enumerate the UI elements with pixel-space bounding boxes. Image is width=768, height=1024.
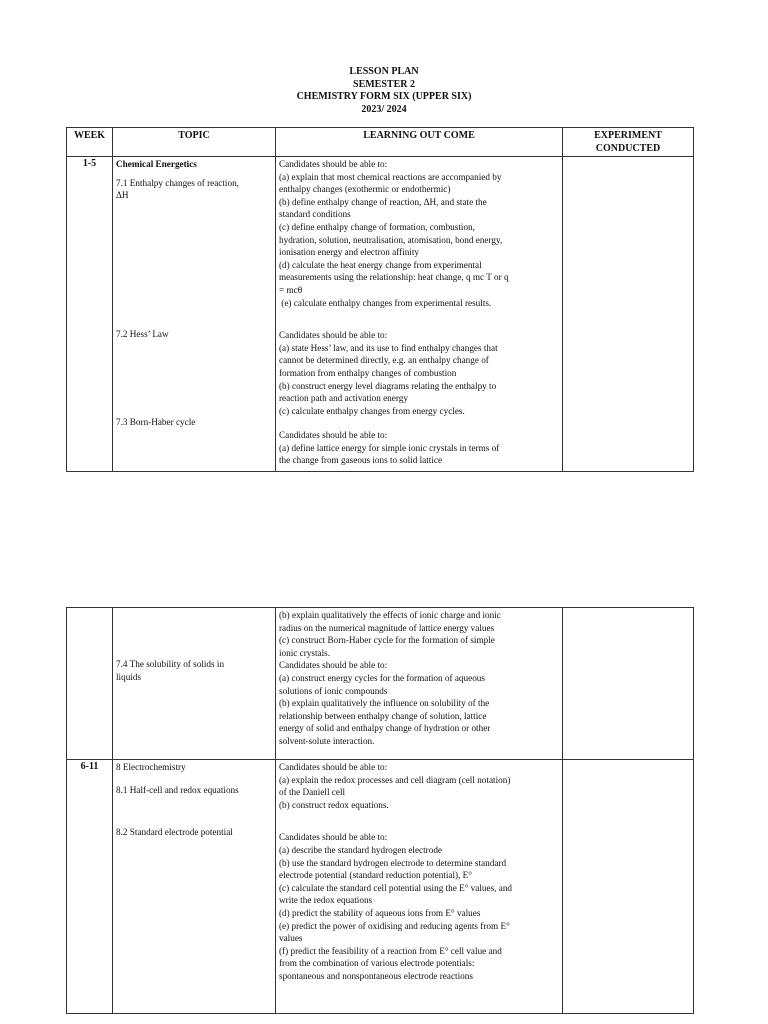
experiment-cell xyxy=(563,760,694,1014)
topic-7-3: 7.3 Born-Haber cycle xyxy=(116,417,196,428)
outcome-line: (b) explain qualitatively the influence on solubility of the xyxy=(279,698,490,709)
outcome-line: (b) construct energy level diagrams relating the enthalpy to xyxy=(279,380,497,391)
outcome-line: standard conditions xyxy=(279,209,351,220)
outcome-line: electrode potential (standard reduction potential), E° xyxy=(279,870,472,881)
outcome-line: (c) calculate enthalpy changes from energy cycles. xyxy=(279,405,465,416)
topic-7-2: 7.2 Hess’ Law xyxy=(116,328,169,339)
outcome-line: measurements using the relationship: heat change, q mc T or q xyxy=(279,272,509,283)
outcome-line: (e) calculate enthalpy changes from experimental results. xyxy=(279,297,492,308)
outcome-line: solvent-solute interaction. xyxy=(279,735,375,746)
header-subject: CHEMISTRY FORM SIX (UPPER SIX) xyxy=(296,91,472,102)
outcome-block-8-1 xyxy=(279,761,559,811)
outcome-line: Candidates should be able to: xyxy=(279,159,388,169)
outcome-block-7-1 xyxy=(279,158,559,309)
outcome-line: the change from gaseous ions to solid lattice xyxy=(279,455,443,466)
outcome-line: Candidates should be able to: xyxy=(279,430,388,441)
topic-8-2: 8.2 Standard electrode potential xyxy=(116,827,233,838)
column-header-topic: TOPIC xyxy=(113,128,276,157)
outcome-line: reaction path and activation energy xyxy=(279,393,408,404)
outcome-line: (b) explain qualitatively the effects of ionic charge and ionic xyxy=(279,610,501,620)
outcome-line: solutions of ionic compounds xyxy=(279,685,388,696)
outcome-line: Candidates should be able to: xyxy=(279,762,388,772)
outcome-line: hydration, solution, neutralisation, atomisation, bond energy, xyxy=(279,234,503,245)
outcome-line: (a) explain that most chemical reactions are accompanied by xyxy=(279,171,502,182)
outcome-line: (c) calculate the standard cell potential using the E° values, and xyxy=(279,882,513,893)
table-row xyxy=(67,760,694,1014)
table-row xyxy=(67,608,694,760)
outcome-line: write the redox equations xyxy=(279,895,373,906)
outcome-block-8-2 xyxy=(279,831,559,982)
topic-7-4-line1: 7.4 The solubility of solids in xyxy=(116,659,225,669)
outcome-line: ionisation energy and electron affinity xyxy=(279,247,419,258)
outcome-line: (c) construct Born-Haber cycle for the formation of simple xyxy=(279,635,495,646)
outcome-line: (e) predict the power of oxidising and reducing agents from E° xyxy=(279,920,510,931)
outcome-line: enthalpy changes (exothermic or endothermic) xyxy=(279,184,451,195)
topic-cell xyxy=(113,608,276,760)
outcome-line: cannot be determined directly, e.g. an enthalpy change of xyxy=(279,355,489,366)
column-header-week: WEEK xyxy=(67,128,113,157)
column-header-experiment xyxy=(563,128,694,157)
outcome-line: Candidates should be able to: xyxy=(279,330,388,341)
outcome-line: values xyxy=(279,933,303,944)
outcome-line: (c) define enthalpy change of formation, combustion, xyxy=(279,221,475,232)
outcome-block-7-3 xyxy=(279,429,559,467)
outcome-line: Candidates should be able to: xyxy=(279,832,388,843)
outcome-cell xyxy=(276,608,563,760)
outcome-line: (b) use the standard hydrogen electrode to determine standard xyxy=(279,857,507,868)
experiment-header-line1: EXPERIMENT xyxy=(594,130,662,141)
topic-chemical-energetics: Chemical Energetics xyxy=(116,159,197,169)
topic-7-1-line2: ΔH xyxy=(116,190,129,201)
topic-7-1-line1: 7.1 Enthalpy changes of reaction, xyxy=(116,177,239,188)
document-header xyxy=(0,66,768,116)
header-year: 2023/ 2024 xyxy=(361,103,407,115)
outcome-line: radius on the numerical magnitude of lattice energy values xyxy=(279,622,495,633)
outcome-line: (d) calculate the heat energy change from experimental xyxy=(279,259,482,270)
topic-cell xyxy=(113,157,276,472)
outcome-line: Candidates should be able to: xyxy=(279,660,388,671)
outcome-line: = mcθ xyxy=(279,284,303,295)
week-cell: 1-5 xyxy=(67,157,113,472)
experiment-cell xyxy=(563,608,694,760)
outcome-line: (a) state Hess’ law, and its use to find enthalpy changes that xyxy=(279,342,498,353)
outcome-line: formation from enthalpy changes of combustion xyxy=(279,367,457,378)
outcome-line: relationship between enthalpy change of solution, lattice xyxy=(279,710,487,721)
outcome-line: (a) define lattice energy for simple ionic crystals in terms of xyxy=(279,442,500,453)
column-header-outcome: LEARNING OUT COME xyxy=(276,128,563,157)
outcome-line: (f) predict the feasibility of a reaction from E° cell value and xyxy=(279,945,502,956)
experiment-header-line2: CONDUCTED xyxy=(595,142,661,154)
lesson-plan-table-page2 xyxy=(66,607,694,1014)
week-cell xyxy=(67,608,113,760)
header-title: LESSON PLAN xyxy=(349,66,419,77)
outcome-line: (a) construct energy cycles for the formation of aqueous xyxy=(279,672,485,683)
table-header-row xyxy=(67,128,694,157)
topic-cell xyxy=(113,760,276,1014)
outcome-line: (b) construct redox equations. xyxy=(279,799,389,810)
outcome-line: spontaneous and nonspontaneous electrode reactions xyxy=(279,970,473,981)
topic-8-1: 8.1 Half-cell and redox equations xyxy=(116,784,239,795)
topic-8: 8 Electrochemistry xyxy=(116,762,186,772)
outcome-line: from the combination of various electrode potentials: xyxy=(279,958,475,969)
outcome-line: (a) explain the redox processes and cell diagram (cell notation) xyxy=(279,774,511,785)
outcome-line: (a) describe the standard hydrogen electrode xyxy=(279,844,443,855)
outcome-line: (d) predict the stability of aqueous ions from E° values xyxy=(279,907,481,918)
outcome-line: (b) define enthalpy change of reaction, ΔH, and state the xyxy=(279,196,487,207)
outcome-line: of the Daniell cell xyxy=(279,787,346,798)
topic-7-4-line2: liquids xyxy=(116,671,142,682)
experiment-cell xyxy=(563,157,694,472)
outcome-block-7-2 xyxy=(279,329,559,417)
outcome-cell xyxy=(276,157,563,472)
outcome-line: energy of solid and enthalpy change of hydration or other xyxy=(279,723,491,734)
lesson-plan-table-page1 xyxy=(66,127,694,472)
outcome-cell xyxy=(276,760,563,1014)
table-row xyxy=(67,157,694,472)
outcome-line: ionic crystals. xyxy=(279,647,331,658)
header-semester: SEMESTER 2 xyxy=(353,78,415,90)
week-cell: 6-11 xyxy=(67,760,113,1014)
